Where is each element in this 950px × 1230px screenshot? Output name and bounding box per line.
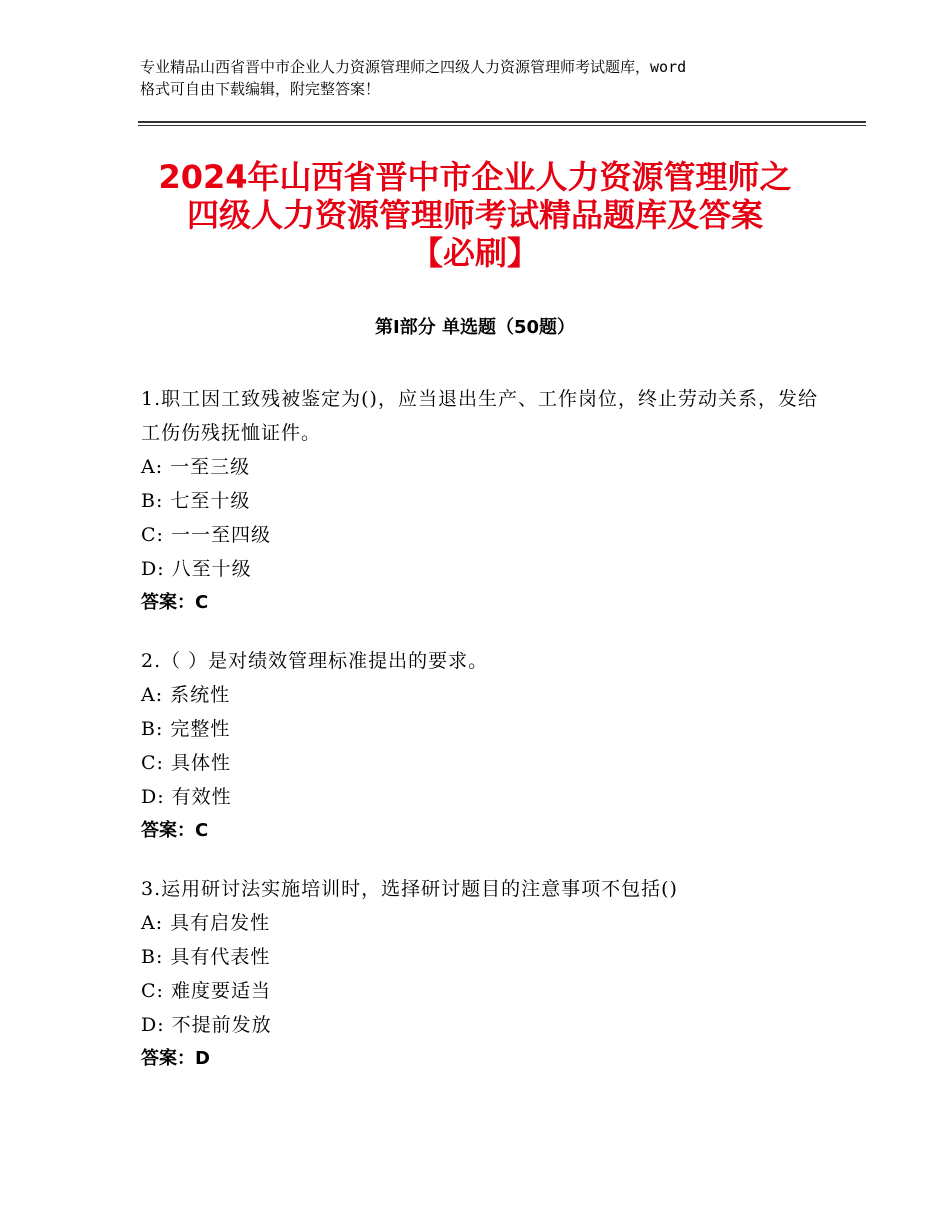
document-title <box>100 158 850 272</box>
option-a: A: 具有启发性 <box>141 912 271 934</box>
title-line2: 四级人力资源管理师考试精品题库及答案 <box>186 196 763 234</box>
question-3 <box>141 872 821 1076</box>
option-b: B: 完整性 <box>141 718 231 740</box>
answer: 答案：C <box>141 592 209 613</box>
title-line3: 【必刷】 <box>410 234 539 272</box>
question-stem: 3.运用研讨法实施培训时，选择研讨题目的注意事项不包括() <box>141 878 678 900</box>
header-note-line2: 格式可自由下载编辑，附完整答案！ <box>140 80 381 98</box>
question-2 <box>141 644 821 848</box>
option-d: D: 有效性 <box>141 786 232 808</box>
header-divider <box>138 121 866 123</box>
answer: 答案：D <box>141 1048 210 1069</box>
header-divider-thin <box>138 125 866 126</box>
question-stem: 2.（ ）是对绩效管理标准提出的要求。 <box>141 650 489 672</box>
option-b: B: 七至十级 <box>141 490 251 512</box>
title-line1: 2024年山西省晋中市企业人力资源管理师之 <box>158 158 792 196</box>
question-1 <box>141 382 821 620</box>
question-stem: 1.职工因工致残被鉴定为()，应当退出生产、工作岗位，终止劳动关系，发给工伤伤残抚恤证件。 <box>141 388 818 444</box>
option-c: C: 难度要适当 <box>141 980 271 1002</box>
header-note-line1: 专业精品山西省晋中市企业人力资源管理师之四级人力资源管理师考试题库，word <box>140 58 687 76</box>
option-a: A: 一至三级 <box>141 456 251 478</box>
option-a: A: 系统性 <box>141 684 231 706</box>
section-heading: 第Ⅰ部分 单选题（50题） <box>374 317 575 338</box>
header-note <box>140 56 830 100</box>
question-list <box>141 382 821 1100</box>
option-d: D: 不提前发放 <box>141 1014 272 1036</box>
answer: 答案：C <box>141 820 209 841</box>
option-d: D: 八至十级 <box>141 558 252 580</box>
option-c: C: 一一至四级 <box>141 524 271 546</box>
option-c: C: 具体性 <box>141 752 231 774</box>
option-b: B: 具有代表性 <box>141 946 271 968</box>
